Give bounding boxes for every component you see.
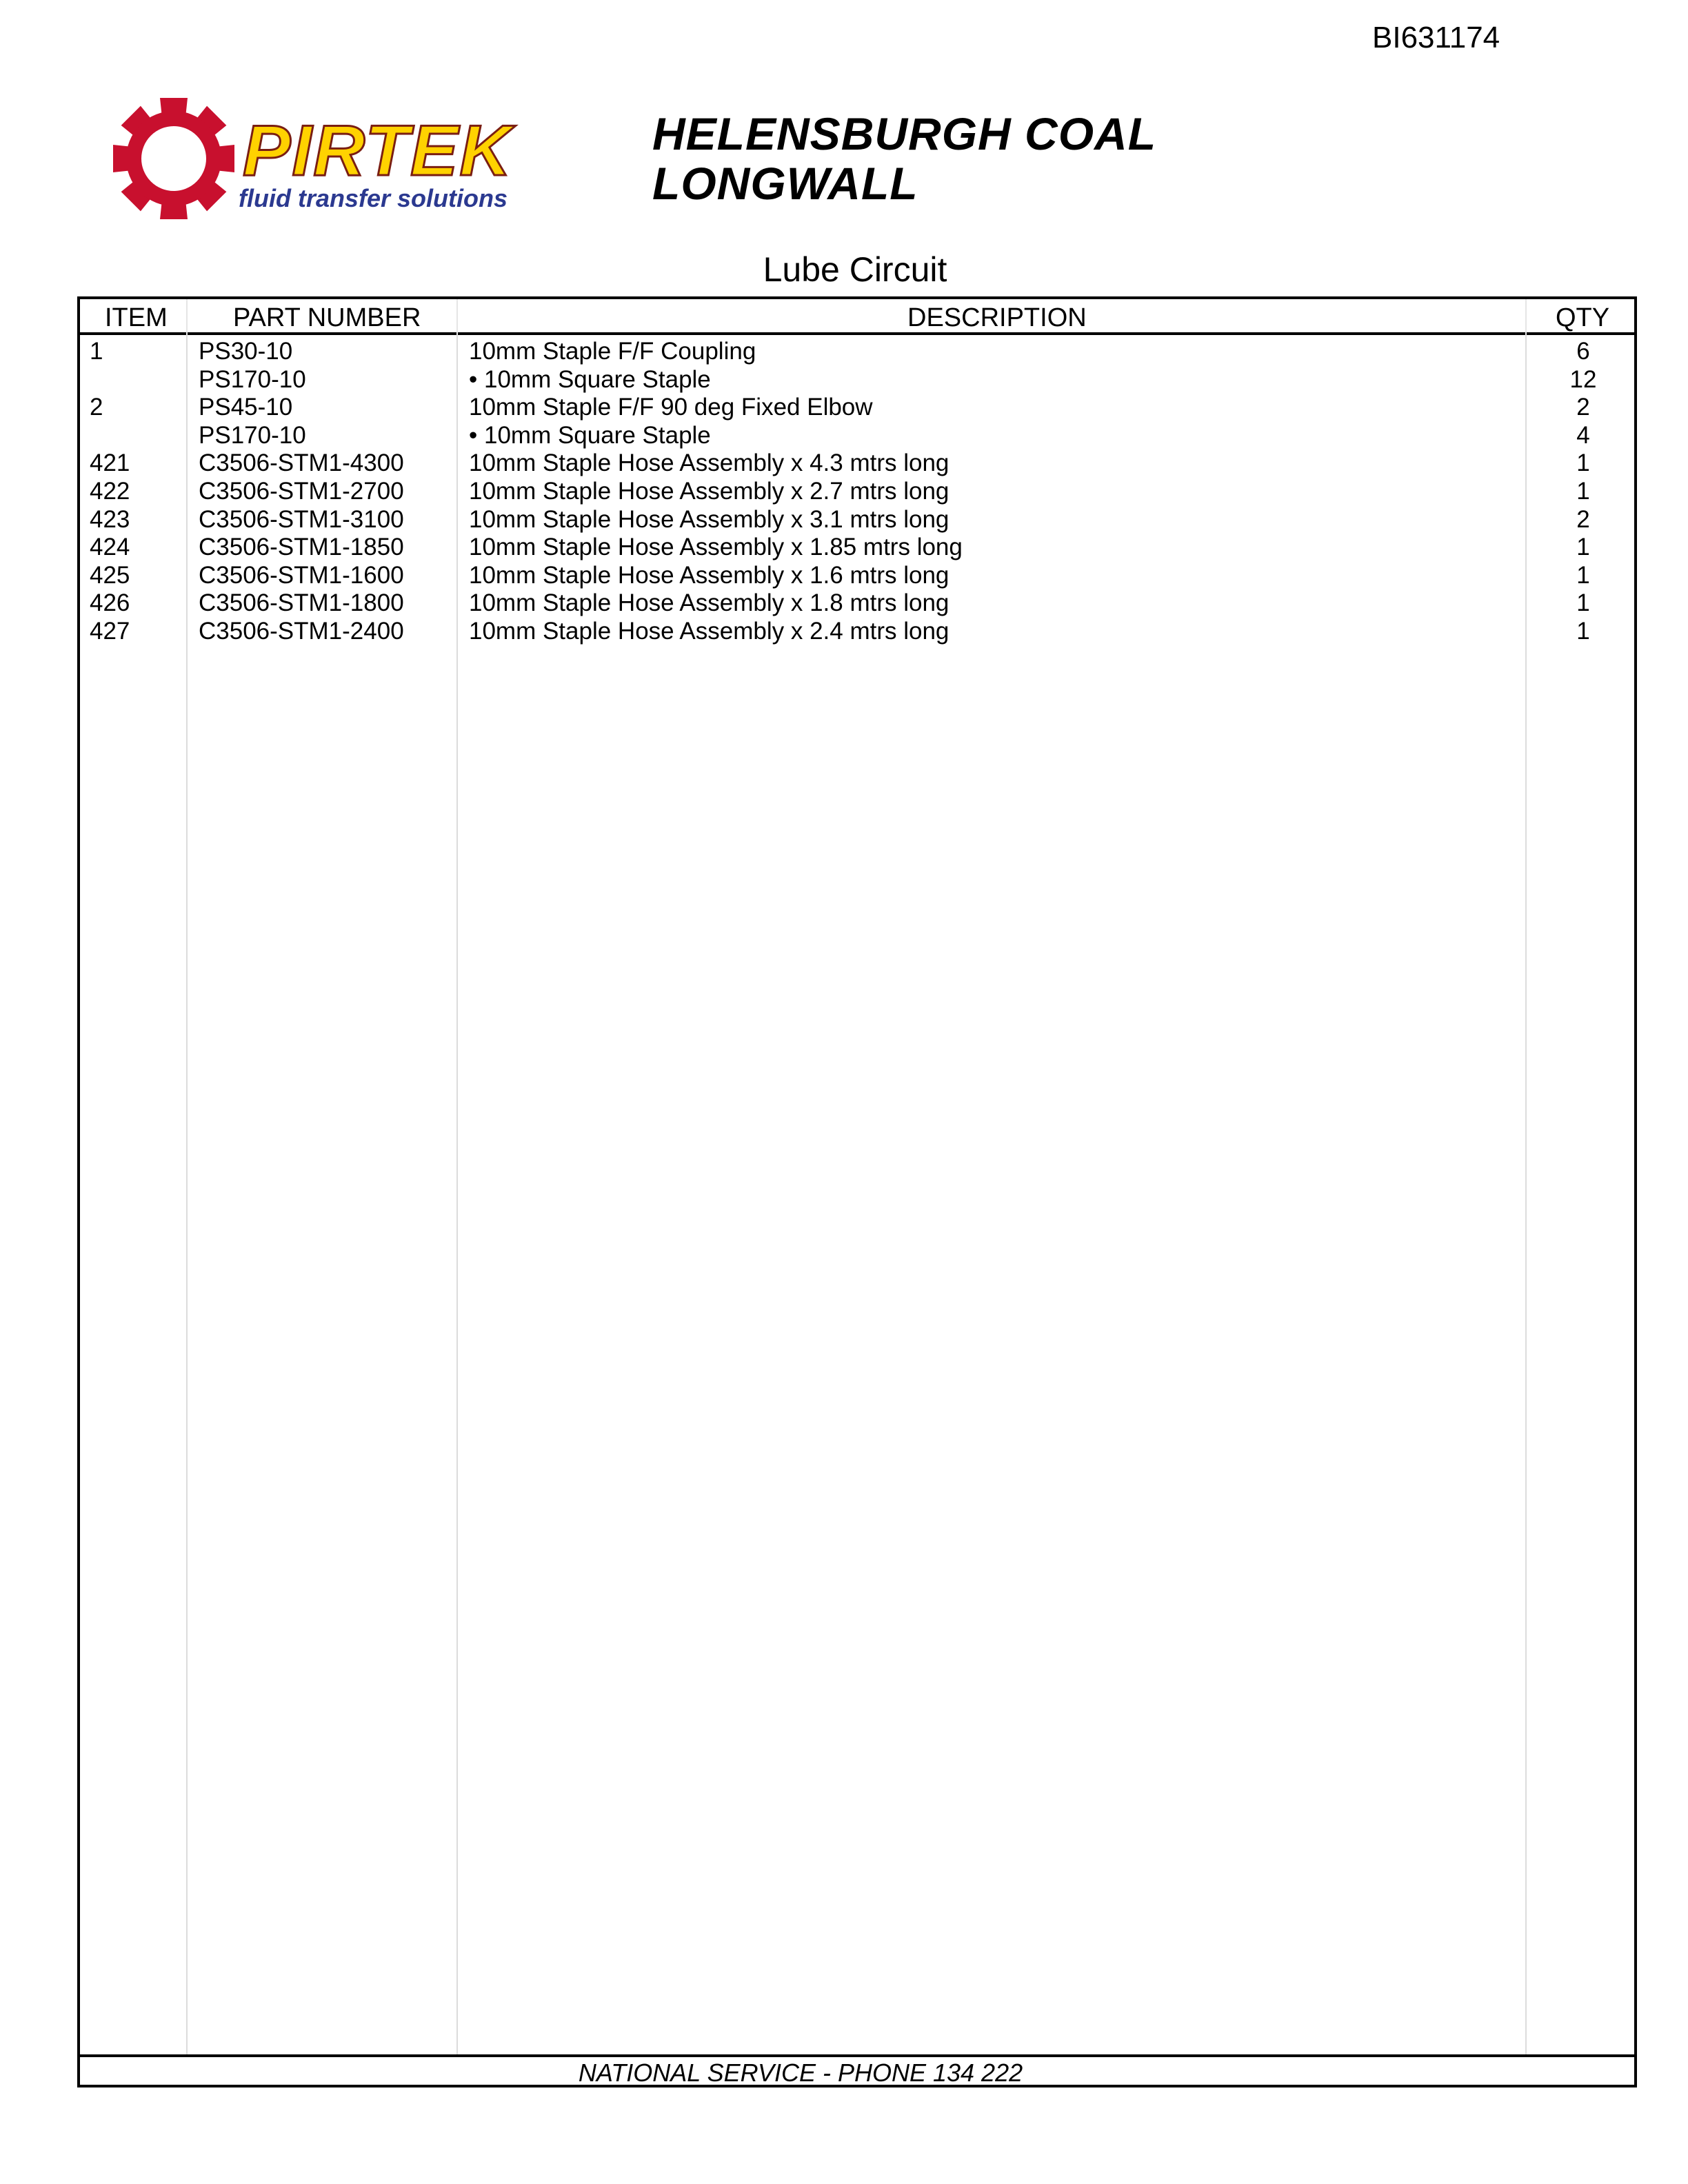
site-title-line1: HELENSBURGH COAL xyxy=(652,108,1157,159)
header-item: ITEM xyxy=(105,303,168,332)
table-row xyxy=(80,478,1634,506)
cell-part-number: PS45-10 xyxy=(199,394,293,421)
cell-qty: 2 xyxy=(1576,394,1590,421)
service-phone-text: NATIONAL SERVICE - PHONE 134 222 xyxy=(578,2059,1023,2087)
table-row xyxy=(80,589,1634,618)
table-row xyxy=(80,422,1634,450)
cell-qty: 6 xyxy=(1576,338,1590,365)
wheel-icon xyxy=(113,98,234,219)
cell-description: 10mm Staple Hose Assembly x 2.7 mtrs long xyxy=(469,477,950,505)
logo-wordmark: PIRTEK xyxy=(243,111,513,191)
header-qty: QTY xyxy=(1556,303,1610,332)
cell-part-number: C3506-STM1-2700 xyxy=(199,477,404,505)
cell-item: 425 xyxy=(90,561,130,589)
cell-part-number: C3506-STM1-4300 xyxy=(199,449,404,477)
cell-item: 422 xyxy=(90,477,130,505)
cell-part-number: C3506-STM1-2400 xyxy=(199,617,404,645)
cell-qty: 2 xyxy=(1576,505,1590,533)
service-footer xyxy=(80,2054,1634,2087)
cell-description: 10mm Staple Hose Assembly x 3.1 mtrs long xyxy=(469,505,950,533)
cell-part-number: PS170-10 xyxy=(199,365,306,393)
cell-item: 427 xyxy=(90,617,130,645)
cell-qty: 4 xyxy=(1576,421,1590,449)
cell-item: 424 xyxy=(90,534,130,561)
table-body xyxy=(80,338,1634,646)
column-divider xyxy=(186,299,188,335)
cell-qty: 1 xyxy=(1576,589,1590,617)
cell-item: 423 xyxy=(90,505,130,533)
cell-description: 10mm Staple Hose Assembly x 4.3 mtrs long xyxy=(469,449,950,477)
cell-qty: 1 xyxy=(1576,477,1590,505)
cell-item: 426 xyxy=(90,589,130,617)
cell-part-number: PS170-10 xyxy=(199,421,306,449)
table-row xyxy=(80,449,1634,478)
section-title: Lube Circuit xyxy=(763,250,947,289)
document-id: BI631174 xyxy=(1372,21,1500,54)
cell-description: 10mm Staple F/F 90 deg Fixed Elbow xyxy=(469,394,873,421)
column-divider xyxy=(1525,299,1527,335)
header-description: DESCRIPTION xyxy=(907,303,1087,332)
cell-qty: 1 xyxy=(1576,449,1590,477)
cell-description: 10mm Staple Hose Assembly x 2.4 mtrs long xyxy=(469,617,950,645)
cell-part-number: C3506-STM1-1600 xyxy=(199,561,404,589)
cell-qty: 1 xyxy=(1576,617,1590,645)
cell-description: 10mm Staple F/F Coupling xyxy=(469,338,756,365)
cell-part-number: C3506-STM1-3100 xyxy=(199,505,404,533)
logo-tagline: fluid transfer solutions xyxy=(239,184,508,212)
table-row xyxy=(80,534,1634,562)
cell-description: • 10mm Square Staple xyxy=(469,365,711,393)
table-row xyxy=(80,338,1634,366)
column-divider xyxy=(456,299,458,335)
table-row xyxy=(80,618,1634,646)
table-row xyxy=(80,394,1634,422)
site-title xyxy=(652,109,1156,208)
site-title-line2: LONGWALL xyxy=(652,158,918,209)
cell-qty: 1 xyxy=(1576,561,1590,589)
table-row xyxy=(80,506,1634,534)
cell-qty: 1 xyxy=(1576,534,1590,561)
cell-part-number: C3506-STM1-1800 xyxy=(199,589,404,617)
parts-table xyxy=(77,296,1637,2087)
cell-item: 1 xyxy=(90,338,103,365)
table-header xyxy=(80,299,1634,335)
cell-description: 10mm Staple Hose Assembly x 1.6 mtrs long xyxy=(469,561,950,589)
cell-item: 421 xyxy=(90,449,130,477)
table-row xyxy=(80,366,1634,394)
cell-part-number: PS30-10 xyxy=(199,338,293,365)
header-part-number: PART NUMBER xyxy=(233,303,421,332)
cell-description: 10mm Staple Hose Assembly x 1.8 mtrs long xyxy=(469,589,950,617)
cell-part-number: C3506-STM1-1850 xyxy=(199,534,404,561)
cell-description: 10mm Staple Hose Assembly x 1.85 mtrs long xyxy=(469,534,963,561)
cell-description: • 10mm Square Staple xyxy=(469,421,711,449)
cell-item: 2 xyxy=(90,394,103,421)
cell-qty: 12 xyxy=(1569,365,1597,393)
pirtek-logo xyxy=(110,92,586,230)
table-row xyxy=(80,562,1634,590)
